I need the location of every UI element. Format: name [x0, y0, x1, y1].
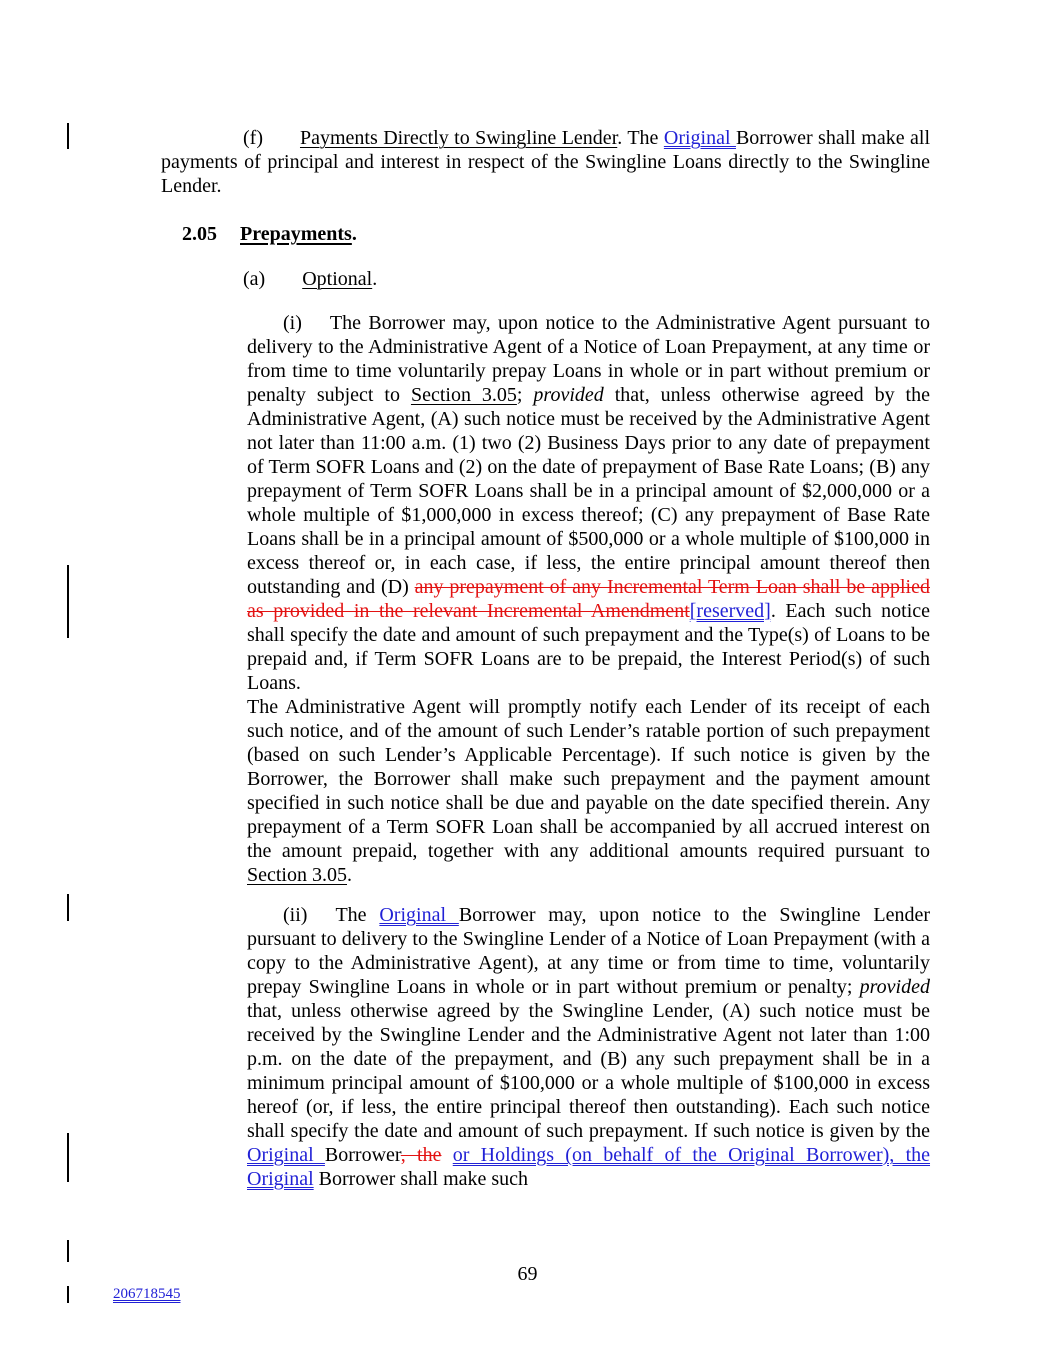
page-number: 69	[517, 1263, 538, 1285]
section-heading-2-05-prepayments: 2.05 Prepayments.	[182, 223, 357, 245]
paragraph-f-payments-directly: (f) Payments Directly to Swingline Lender. The Original Borrower shall make all payments of principal and interest in respect of the Swingline Loans directly to the Swingline Lender.	[161, 127, 931, 197]
page-body	[161, 126, 930, 1191]
paragraph-i-continuation-admin-agent: The Administrative Agent will promptly notify each Lender of its receipt of each such notice, and of the amount of such Lender’s ratable portion of such prepayment (based on such Lender’s Applicable Percentage). If such notice is given by the Borrower, the Borrower shall make such prepayment and the payment amount specified in such notice shall be due and payable on the date specified therein. Any prepayment of a Term SOFR Loan shall be accompanied by all accrued interest on the amount prepaid, together with any additional amounts required pursuant to Section 3.05.	[247, 696, 930, 886]
change-bar	[67, 123, 69, 149]
change-bar	[67, 565, 69, 638]
clause-i-block	[247, 311, 930, 887]
change-bar	[67, 1240, 69, 1262]
paragraph-a-optional: (a) Optional.	[243, 268, 378, 290]
paragraph-ii-swingline-prepayment: (ii) The Original Borrower may, upon notice to the Swingline Lender pursuant to delivery to the Swingline Lender of a Notice of Loan Prepayment (with a copy to the Administrative Agent), at any time or from time to time, voluntarily prepay Swingline Loans in whole or in part without premium or penalty; provided that, unless otherwise agreed by the Swingline Lender, (A) such notice must be received by the Swingline Lender and the Administrative Agent not later than 1:00 p.m. on the date of the prepayment, and (B) any such prepayment shall be in a minimum principal amount of $100,000 or a whole multiple of $100,000 in excess hereof (or, if less, the entire principal thereof then outstanding). Each such notice shall specify the date and amount of such prepayment. If such notice is given by the Original Borrower, the or Holdings (on behalf of the Original Borrower), the Original Borrower shall make such	[247, 904, 931, 1190]
change-bar	[67, 1133, 69, 1182]
change-bar	[67, 894, 69, 921]
change-bar	[67, 1286, 69, 1303]
paragraph-i-borrower-prepayment: (i) The Borrower may, upon notice to the Administrative Agent pursuant to delivery to the Administrative Agent of a Notice of Loan Prepayment, at any time or from time to time voluntarily prepay Loans in whole or in part without premium or penalty subject to Section 3.05; provided that, unless otherwise agreed by the Administrative Agent, (A) such notice must be received by the Administrative Agent not later than 11:00 a.m. (1) two (2) Business Days prior to any date of prepayment of Term SOFR Loans and (2) on the date of prepayment of Base Rate Loans; (B) any prepayment of Term SOFR Loans shall be in a principal amount of $2,000,000 or a whole multiple of $1,000,000 in excess thereof; (C) any prepayment of Base Rate Loans shall be in a principal amount of $500,000 or a whole multiple of $100,000 in excess thereof or, in each case, if less, the entire principal amount thereof then outstanding and (D) any prepayment of any Incremental Term Loan shall be applied as provided in the relevant Incremental Amendment[reserved]. Each such notice shall specify the date and amount of such prepayment and the Type(s) of Loans to be prepaid and, if Term SOFR Loans are to be prepaid, the Interest Period(s) of such Loans.	[247, 312, 930, 694]
clause-ii-block	[247, 903, 930, 1191]
document-stamp-number: 206718545	[113, 1286, 181, 1302]
